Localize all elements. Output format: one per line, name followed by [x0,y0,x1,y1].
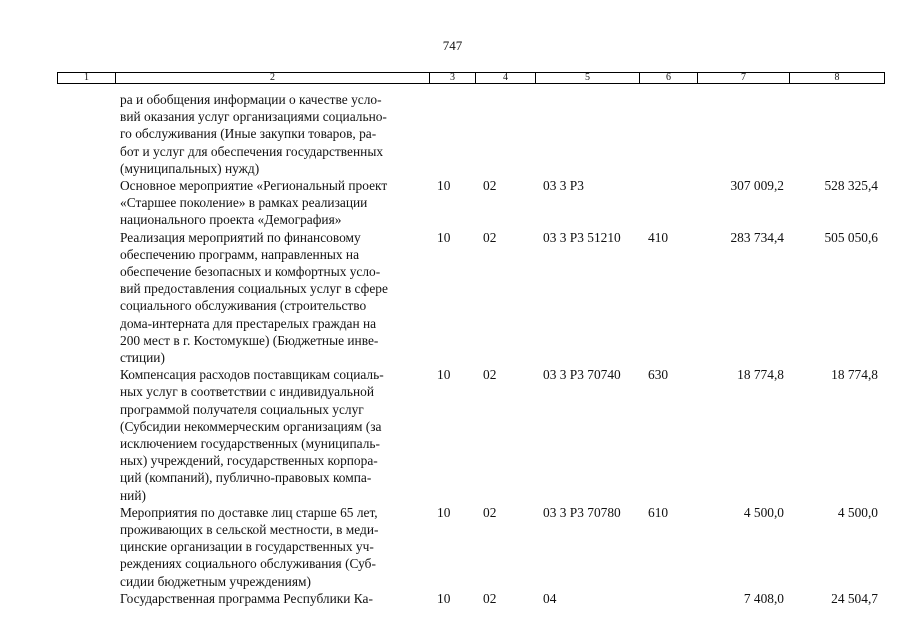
header-col-3: 3 [430,73,476,83]
description-line: сидии бюджетным учреждениям) [120,573,311,589]
description-line: ций (компаний), публично-правовых компа- [120,470,372,486]
amount-col7: 7 408,0 [743,590,784,606]
header-col-4: 4 [476,73,536,83]
description-line: Основное мероприятие «Региональный проект [120,178,388,194]
description-line: бот и услуг для обеспечения государственных [120,143,384,159]
target-article-code: 03 3 Р3 [543,178,584,194]
row-description [120,504,430,590]
description-line: Государственная программа Республики Ка- [120,590,373,606]
target-article-code: 04 [543,590,557,606]
amount-col8: 528 325,4 [824,178,878,194]
description-line: реждениях социального обслуживания (Суб- [120,556,376,572]
header-col-6: 6 [640,73,698,83]
subsection-code: 02 [483,178,497,194]
amount-col7: 307 009,2 [730,178,784,194]
description-line: исключением государственных (муниципаль- [120,436,380,452]
page-number: 747 [442,38,463,53]
amount-col7: 4 500,0 [743,504,784,520]
description-line: национального проекта «Демография» [120,212,342,228]
subsection-code: 02 [483,590,497,606]
table-row [0,177,905,229]
table-row [0,504,905,590]
amount-col8: 505 050,6 [824,229,878,245]
header-col-8: 8 [834,72,840,83]
table-row [0,366,905,504]
subsection-code: 02 [483,367,497,383]
header-col-1: 1 [58,73,116,83]
target-article-code: 03 3 Р3 70740 [543,367,621,383]
description-line: Компенсация расходов поставщикам социаль- [120,367,384,383]
description-line: ных) учреждений, государственных корпора- [120,453,378,469]
header-col-5: 5 [536,73,640,83]
target-article-code: 03 3 Р3 51210 [543,229,621,245]
description-line: 200 мест в г. Костомукше) (Бюджетные инве- [120,332,379,348]
description-line: программой получателя социальных услуг [120,401,364,417]
description-line: дома-интерната для престарелых граждан на [120,315,377,331]
description-line: стиции) [120,350,165,366]
section-code: 10 [437,504,451,520]
row-description [120,91,430,177]
description-line: социального обслуживания (строительство [120,298,367,314]
description-line: (муниципальных) нужд) [120,160,260,176]
amount-col7: 18 774,8 [737,367,784,383]
description-line: вий оказания услуг организациями социально- [120,109,387,125]
section-code: 10 [437,229,451,245]
description-line: ра и обобщения информации о качестве усло- [120,92,382,107]
header-col-2: 2 [116,73,430,83]
row-description [120,366,430,504]
table-row [0,91,905,177]
table-header-row [57,72,885,84]
table-body [0,91,905,607]
subsection-code: 02 [483,229,497,245]
description-line: Мероприятия по доставке лиц старше 65 лет, [120,504,378,520]
description-line: Реализация мероприятий по финансовому [120,229,361,245]
description-line: вий предоставления социальных услуг в сфере [120,281,388,297]
section-code: 10 [437,367,451,383]
row-description [120,590,430,607]
section-code: 10 [437,178,451,194]
expense-type-code: 630 [648,367,669,383]
description-line: обеспечению программ, направленных на [120,246,360,262]
subsection-code: 02 [483,504,497,520]
description-line: цинские организации в государственных уч- [120,539,374,555]
amount-col8: 4 500,0 [837,504,878,520]
amount-col8: 18 774,8 [831,367,878,383]
expense-type-code: 610 [648,504,669,520]
description-line: ных услуг в соответствии с индивидуальной [120,384,375,400]
amount-col7: 283 734,4 [730,229,784,245]
description-line: обеспечение безопасных и комфортных усло- [120,264,381,280]
description-line: го обслуживания (Иные закупки товаров, ра- [120,126,377,142]
table-row [0,590,905,607]
row-description [120,229,430,367]
description-line: (Субсидии некоммерческим организациям (за [120,418,382,434]
target-article-code: 03 3 Р3 70780 [543,504,621,520]
header-col-7: 7 [698,73,790,83]
description-line: «Старшее поколение» в рамках реализации [120,195,368,211]
row-description [120,177,430,229]
description-line: ний) [120,487,146,503]
description-line: проживающих в сельской местности, в меди- [120,522,379,538]
amount-col8: 24 504,7 [831,590,878,606]
section-code: 10 [437,590,451,606]
expense-type-code: 410 [648,229,669,245]
table-row [0,229,905,367]
